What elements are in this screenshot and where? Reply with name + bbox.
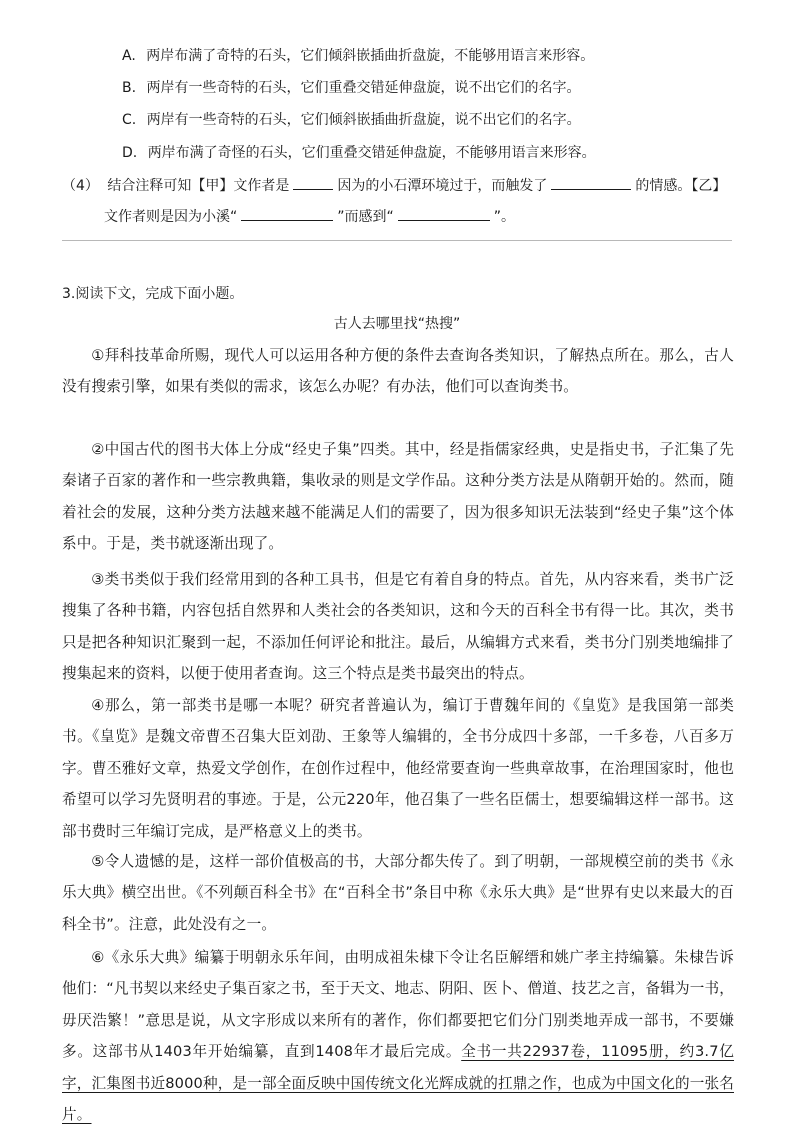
question-text: 因为的小石潭环境过于，而触发了 bbox=[337, 178, 548, 194]
question-text: 文作者则是因为小溪“ bbox=[104, 209, 238, 225]
answer-blank[interactable] bbox=[551, 175, 631, 190]
option-letter: A. bbox=[122, 48, 136, 64]
paragraph-5: ⑤令人遗憾的是，这样一部价值极高的书，大部分都失传了。到了明朝，一部规模空前的类书《永乐大典》横空出世。《不列颠百科全书》在“百科全书”条目中称《永乐大典》是“世界有史以来最大的百科全书”。注意，此处没有之一。 bbox=[62, 853, 734, 933]
paragraph-6 bbox=[62, 942, 734, 1130]
option-d bbox=[122, 143, 596, 163]
paragraph-2: ②中国古代的图书大体上分成“经史子集”四类。其中，经是指儒家经典，史是指史书，子汇集了先秦诸子百家的著作和一些宗教典籍，集收录的则是文学作品。这种分类方法是从隋朝开始的。然而，随着社会的发展，这种分类方法越来越不能满足人们的需要了，因为很多知识无法装到“经史子集”这个体系中。于是，类书就逐渐出现了。 bbox=[62, 441, 734, 553]
question-4-line-2 bbox=[104, 206, 515, 227]
option-text: 两岸有一些奇特的石头，它们倾斜嵌插曲折盘旋，说不出它们的名字。 bbox=[146, 112, 581, 128]
paragraph-4: ④那么，第一部类书是哪一本呢？研究者普遍认为，编订于曹魏年间的《皇览》是我国第一部类书。《皇览》是魏文帝曹丕召集大臣刘劭、王象等人编辑的，全书分成四十多部，一千多卷，八百多万字。曹丕雅好文章，热爱文学创作，在创作过程中，他经常要查询一些典章故事，在治理国家时，他也希望可以学习先贤明君的事迹。于是，公元220年，他召集了一些名臣儒士，想要编辑这样一部书。这部书费时三年编订完成，是严格意义上的类书。 bbox=[62, 697, 734, 840]
section-divider bbox=[62, 240, 732, 241]
option-letter: D. bbox=[122, 145, 138, 161]
question-text: ”。 bbox=[493, 209, 516, 225]
option-text: 两岸有一些奇特的石头，它们重叠交错延伸盘旋，说不出它们的名字。 bbox=[146, 80, 581, 96]
paragraph-1: ①拜科技革命所赐，现代人可以运用各种方便的条件去查询各类知识，了解热点所在。那么，古人没有搜索引擎，如果有类似的需求，该怎么办呢？有办法，他们可以查询类书。 bbox=[62, 347, 734, 396]
article-title: 古人去哪里找“热搜” bbox=[333, 316, 461, 332]
answer-blank[interactable] bbox=[293, 175, 333, 190]
question-text: 的情感。【乙】 bbox=[635, 178, 727, 194]
paragraph-text: ⑥《永乐大典》编纂于明朝永乐年间，由明成祖朱棣下令让名臣解缙和姚广孝主持编纂。朱棣告诉他们：“凡书契以来经史子集百家之书，至于天文、地志、阴阳、医卜、僧道、技艺之言，备辑为一书，毋厌浩繁！”意思是说，从文字形成以来所有的著作，你们都要把它们分门别类地弄成一部书，不要嫌多。这部书从1403年开始编纂，直到1408年才最后完成。 bbox=[62, 949, 734, 1061]
question-number: （4） bbox=[62, 178, 99, 194]
option-b bbox=[122, 78, 581, 98]
option-letter: B. bbox=[122, 80, 137, 96]
underlined-sentence: 全书一共22937卷，11095册，约3.7亿字，汇集图书近8000种，是一部全面反映中国传统文化光辉成就的扛鼎之作，也成为中国文化的一张名片。 bbox=[62, 1043, 735, 1124]
answer-blank[interactable] bbox=[398, 206, 490, 221]
question-text: ”而感到“ bbox=[337, 209, 394, 225]
paragraph-3: ③类书类似于我们经常用到的各种工具书，但是它有着自身的特点。首先，从内容来看，类书广泛搜集了各种书籍，内容包括自然界和人类社会的各类知识，这和今天的百科全书有得一比。其次，类书只是把各种知识汇聚到一起，不添加任何评论和批注。最后，从编辑方式来看，类书分门别类地编排了搜集起来的资料，以便于使用者查询。这三个特点是类书最突出的特点。 bbox=[62, 571, 734, 683]
option-letter: C. bbox=[122, 112, 137, 128]
option-a bbox=[122, 46, 594, 66]
option-c bbox=[122, 110, 581, 130]
option-text: 两岸布满了奇特的石头，它们倾斜嵌插曲折盘旋，不能够用语言来形容。 bbox=[146, 48, 595, 64]
section-heading: 3.阅读下文，完成下面小题。 bbox=[62, 286, 244, 302]
question-4-line-1 bbox=[62, 175, 726, 196]
answer-blank[interactable] bbox=[241, 206, 333, 221]
option-text: 两岸布满了奇怪的石头，它们重叠交错延伸盘旋，不能够用语言来形容。 bbox=[147, 145, 596, 161]
question-text: 结合注释可知【甲】文作者是 bbox=[107, 178, 290, 194]
